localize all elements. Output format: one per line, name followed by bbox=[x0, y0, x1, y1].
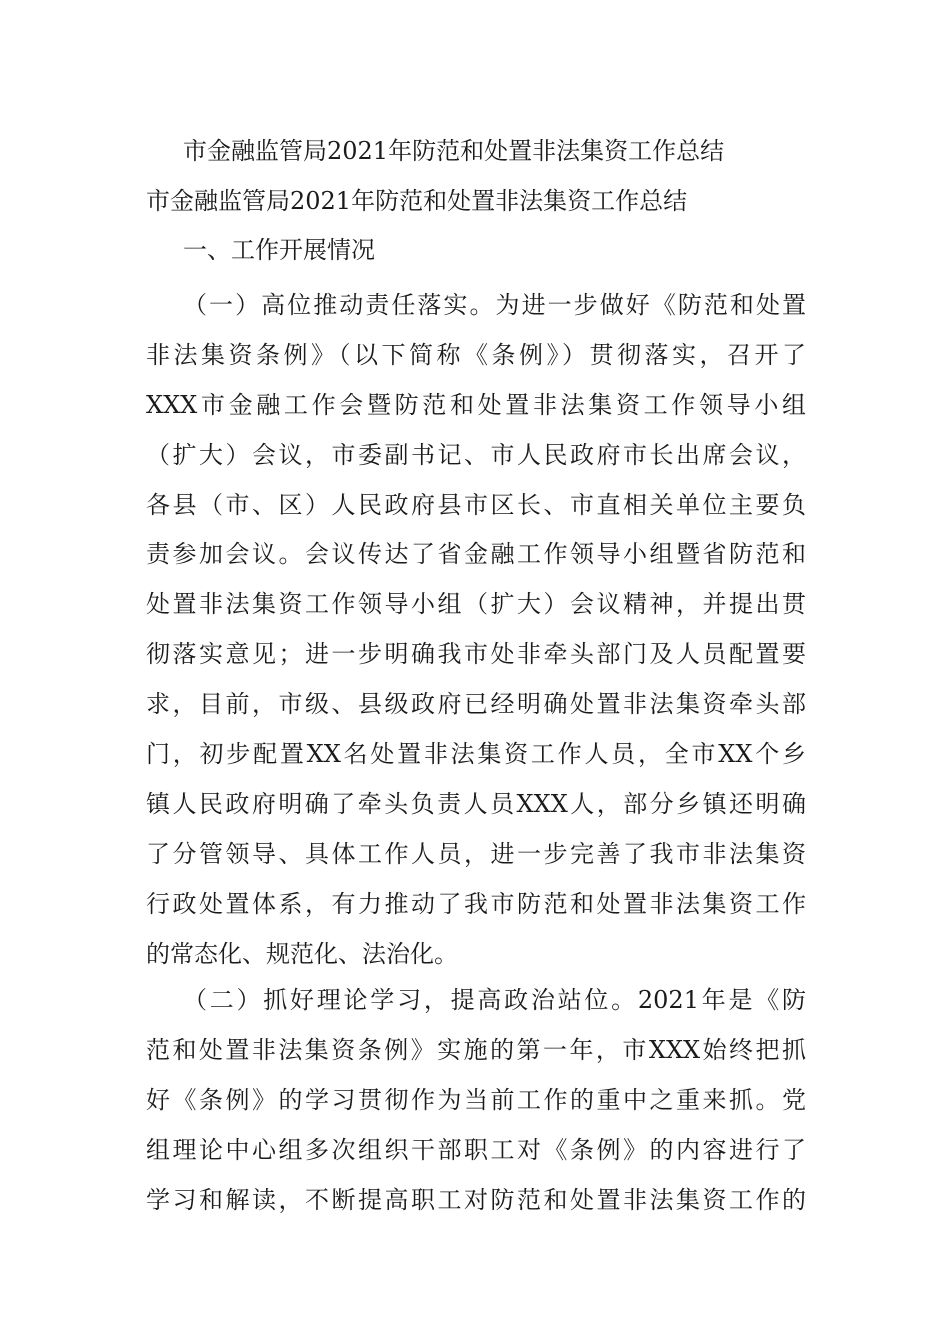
paragraph-line: （一）高位推动责任落实。为进一步做好《防范和处置 bbox=[183, 291, 806, 319]
paragraph-line: 行政处置体系，有力推动了我市防范和处置非法集资工作 bbox=[146, 889, 806, 918]
paragraph-line: 范和处置非法集资条例》实施的第一年，市XXX始终把抓 bbox=[146, 1035, 806, 1064]
paragraph-line: XXX市金融工作会暨防范和处置非法集资工作领导小组 bbox=[146, 390, 806, 419]
paragraph-line: 学习和解读，不断提高职工对防范和处置非法集资工作的 bbox=[146, 1185, 806, 1214]
paragraph-line: （扩大）会议，市委副书记、市人民政府市长出席会议， bbox=[146, 440, 806, 469]
paragraph-line: 门，初步配置XX名处置非法集资工作人员，全市XX个乡 bbox=[146, 740, 806, 769]
paragraph-line: 镇人民政府明确了牵头负责人员XXX人，部分乡镇还明确 bbox=[146, 789, 806, 818]
paragraph-line: 彻落实意见；进一步明确我市处非牵头部门及人员配置要 bbox=[146, 640, 806, 669]
paragraph-line: 组理论中心组多次组织干部职工对《条例》的内容进行了 bbox=[146, 1135, 806, 1164]
paragraph-line: 责参加会议。会议传达了省金融工作领导小组暨省防范和 bbox=[146, 540, 806, 569]
document-title: 市金融监管局2021年防范和处置非法集资工作总结 bbox=[183, 137, 725, 165]
paragraph-line: 处置非法集资工作领导小组（扩大）会议精神，并提出贯 bbox=[146, 590, 806, 619]
paragraph-line: 求，目前，市级、县级政府已经明确处置非法集资牵头部 bbox=[146, 690, 806, 719]
paragraph-line: 各县（市、区）人民政府县市区长、市直相关单位主要负 bbox=[146, 490, 806, 519]
paragraph-2 bbox=[146, 976, 806, 1225]
paragraph-line: （二）抓好理论学习，提高政治站位。2021年是《防 bbox=[183, 986, 806, 1014]
paragraph-line: 好《条例》的学习贯彻作为当前工作的重中之重来抓。党 bbox=[146, 1085, 806, 1114]
paragraph-line: 的常态化、规范化、法治化。 bbox=[146, 939, 458, 968]
paragraph-line: 非法集资条例》（以下简称《条例》）贯彻落实，召开了 bbox=[146, 340, 806, 369]
paragraph-line: 了分管领导、具体工作人员，进一步完善了我市非法集资 bbox=[146, 839, 806, 868]
paragraph-1 bbox=[146, 281, 806, 979]
document-subtitle: 市金融监管局2021年防范和处置非法集资工作总结 bbox=[146, 187, 688, 215]
section-heading: 一、工作开展情况 bbox=[183, 236, 375, 264]
